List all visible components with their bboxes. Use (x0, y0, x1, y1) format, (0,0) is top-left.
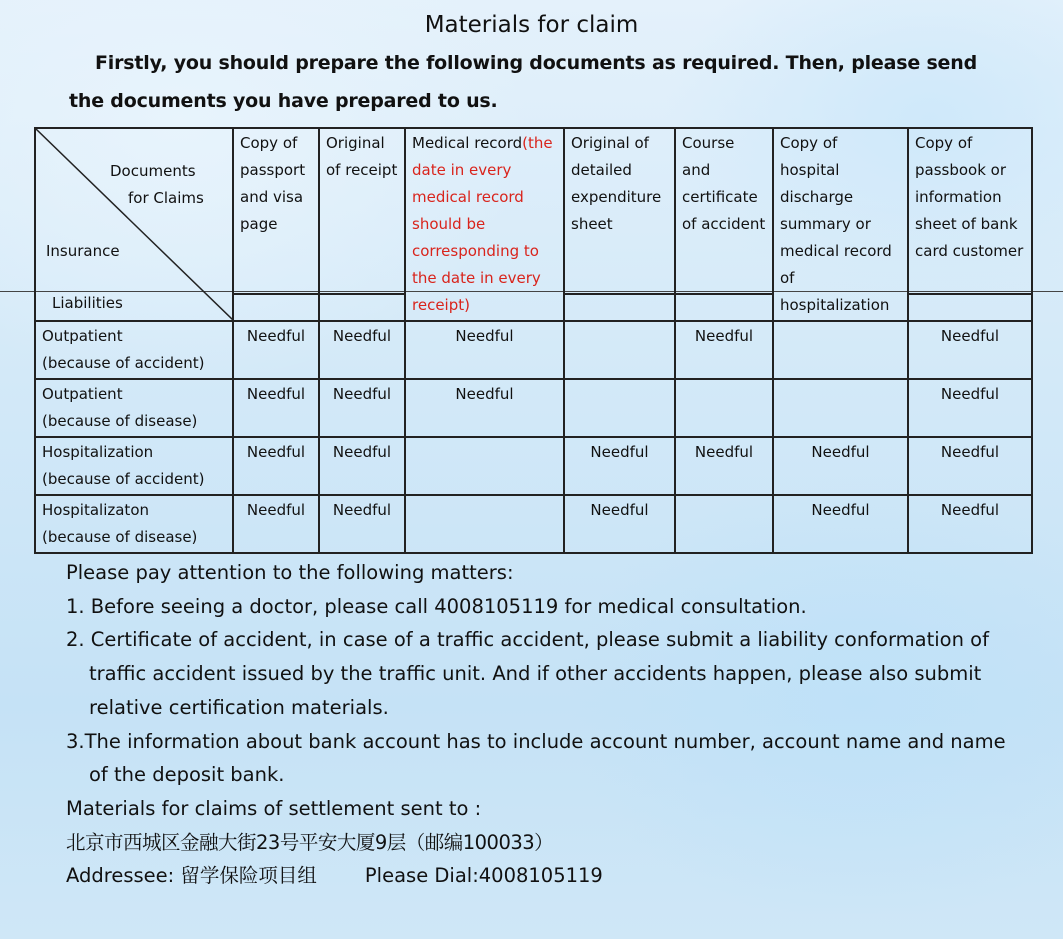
header-spacer (319, 294, 405, 321)
documents-label: Documents for Claims (110, 162, 204, 207)
note-item-1: 1. Before seeing a doctor, please call 4008105119 for medical consultation. (66, 594, 807, 618)
table-cell (675, 495, 773, 553)
table-cell: Needful (233, 495, 319, 553)
col-header-bank-info: Copy of passbook or information sheet of bank card customer (908, 128, 1032, 294)
table-cell: Needful (908, 379, 1032, 437)
table-cell: Needful (319, 321, 405, 379)
note-item-2-cont: relative certification materials. (89, 695, 389, 719)
table-cell (405, 495, 564, 553)
insurance-label: Insurance (46, 242, 120, 260)
note-item-2-cont: traffic accident issued by the traffic unit. And if other accidents happen, please also submit (89, 662, 982, 686)
table-cell (405, 437, 564, 495)
page-title: Materials for claim (424, 12, 639, 38)
corner-header-cell (35, 128, 233, 321)
phone-number: Please Dial:4008105119 (364, 864, 603, 888)
medical-record-note: (the date in every medical record should be corresponding to the date in every receipt) (412, 134, 553, 314)
row-label: Hospitalization (because of accident) (35, 437, 233, 495)
sent-to-label: Materials for claims of settlement sent to : (66, 796, 482, 820)
col-header-accident-certificate: Course and certificate of accident (675, 128, 773, 294)
table-cell: Needful (233, 379, 319, 437)
table-cell: Needful (773, 495, 908, 553)
table-cell: Needful (405, 379, 564, 437)
header-spacer (675, 294, 773, 321)
header-spacer (233, 294, 319, 321)
header-spacer (908, 294, 1032, 321)
table-cell (564, 321, 675, 379)
table-cell (773, 379, 908, 437)
table-cell: Needful (233, 321, 319, 379)
table-cell: Needful (773, 437, 908, 495)
table-cell: Needful (908, 321, 1032, 379)
row-label: Outpatient (because of disease) (35, 379, 233, 437)
table-cell (675, 379, 773, 437)
col-header-passport: Copy of passport and visa page (233, 128, 319, 294)
col-header-receipt: Original of receipt (319, 128, 405, 294)
liabilities-label: Liabilities (52, 294, 123, 312)
table-cell: Needful (564, 495, 675, 553)
table-row (35, 379, 1032, 437)
table-cell: Needful (319, 495, 405, 553)
table-cell: Needful (319, 379, 405, 437)
mailing-address: 北京市西城区金融大街23号平安大厦9层（邮编100033） (66, 830, 554, 854)
table-cell: Needful (405, 321, 564, 379)
table-cell (564, 379, 675, 437)
table-cell: Needful (675, 321, 773, 379)
notes-heading: Please pay attention to the following matters: (66, 561, 514, 584)
row-label: Outpatient (because of accident) (35, 321, 233, 379)
table-cell: Needful (908, 437, 1032, 495)
note-item-3: 3.The information about bank account has to include account number, account name and name (66, 729, 1006, 753)
intro-text: Firstly, you should prepare the following documents as required. Then, please send the documents you have prepared to us. (69, 52, 977, 112)
table-row (35, 495, 1032, 553)
addressee: Addressee: 留学保险项目组 (66, 864, 317, 888)
table-cell: Needful (908, 495, 1032, 553)
claim-materials-table (34, 127, 1033, 554)
table-cell: Needful (675, 437, 773, 495)
header-spacer (564, 294, 675, 321)
col-header-discharge-summary: Copy of hospital discharge summary or medical record of hospitalization (773, 128, 908, 321)
row-label: Hospitalizaton (because of disease) (35, 495, 233, 553)
table-row (35, 321, 1032, 379)
table-row (35, 437, 1032, 495)
table-cell: Needful (233, 437, 319, 495)
note-item-3-cont: of the deposit bank. (89, 763, 285, 787)
table-cell: Needful (564, 437, 675, 495)
notes-section (66, 556, 1026, 893)
table-cell: Needful (319, 437, 405, 495)
col-header-medical-record: Medical record(the date in every medical record should be corresponding to the date in every receipt) (405, 128, 564, 321)
note-item-2: 2. Certificate of accident, in case of a traffic accident, please submit a liability conformation of (66, 628, 989, 652)
addressee-line (66, 859, 1026, 893)
table-cell (773, 321, 908, 379)
col-header-expenditure-sheet: Original of detailed expenditure sheet (564, 128, 675, 294)
